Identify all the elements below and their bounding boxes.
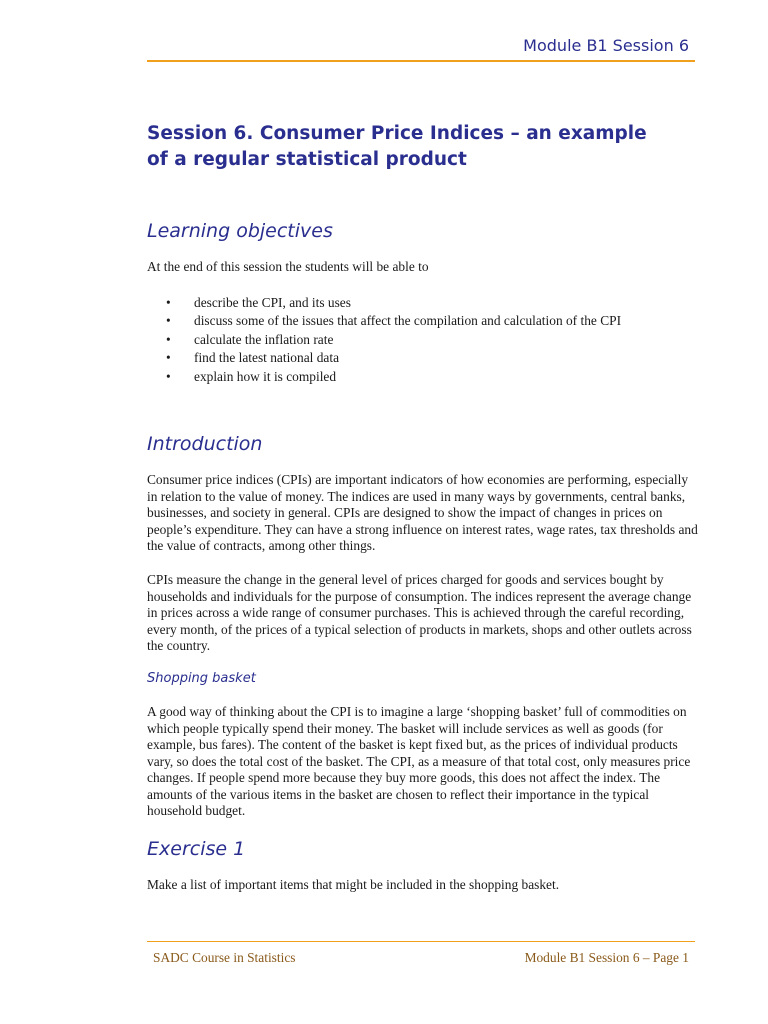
list-item-text: describe the CPI, and its uses — [194, 295, 351, 310]
list-item-text: calculate the inflation rate — [194, 331, 334, 347]
page-footer — [147, 941, 695, 965]
list-item — [166, 349, 621, 367]
exercise-1-paragraph: Make a list of important items that might be included in the shopping basket. — [147, 877, 560, 892]
footer-course-label: SADC Course in Statistics — [153, 950, 296, 965]
learning-objectives-heading: Learning objectives — [147, 220, 333, 242]
introduction-paragraph-2: CPIs measure the change in the general level of prices charged for goods and services bought by households and individuals for the purpose of consumption. The indices represent the average change in prices across a wide range of consumer purchases. This is achieved through the careful recording, every month, of the prices of a typical selection of products in markets, shops and other outlets across the country. — [147, 572, 692, 653]
list-item — [166, 312, 621, 330]
list-item-text: find the latest national data — [194, 350, 340, 366]
page-title: Session 6. Consumer Price Indices – an example of a regular statistical product — [147, 123, 647, 170]
bullet-icon: • — [166, 313, 171, 329]
bullet-icon: • — [166, 295, 171, 310]
learning-objectives-list — [166, 294, 621, 386]
shopping-basket-paragraph: A good way of thinking about the CPI is to imagine a large ‘shopping basket’ full of commodities on which people typically spend their money. The basket will include services as well as goods (for example, bus fares). The content of the basket is kept fixed but, as the prices of individual products vary, so does the total cost of the basket. The CPI, as a measure of that total cost, only measures price changes. If people spend more because they buy more goods, this does not affect the index. The amounts of the various items in the basket are chosen to reflect their importance in the typical household budget. — [147, 704, 691, 818]
footer-page-label: Module B1 Session 6 – Page 1 — [524, 950, 689, 965]
exercise-1-heading: Exercise 1 — [147, 838, 246, 860]
header-module-label: Module B1 Session 6 — [523, 36, 689, 55]
bullet-icon: • — [166, 368, 171, 384]
learning-objectives-intro: At the end of this session the students will be able to — [147, 259, 429, 274]
list-item — [166, 331, 621, 349]
shopping-basket-heading: Shopping basket — [147, 671, 256, 686]
introduction-heading: Introduction — [147, 433, 263, 455]
list-item-text: discuss some of the issues that affect the compilation and calculation of the CPI — [194, 313, 622, 329]
list-item — [166, 368, 621, 386]
list-item — [166, 294, 621, 312]
bullet-icon: • — [166, 350, 171, 366]
list-item-text: explain how it is compiled — [194, 368, 337, 384]
page-header — [147, 34, 695, 62]
introduction-paragraph-1: Consumer price indices (CPIs) are important indicators of how economies are performing, especially in relation to the value of money. The indices are used in many ways by governments, central banks, businesses, and society in general. CPIs are designed to show the impact of changes in prices on people’s expenditure. They can have a strong influence on interest rates, wage rates, tax thresholds and the value of contracts, among other things. — [147, 472, 698, 553]
bullet-icon: • — [166, 331, 171, 347]
